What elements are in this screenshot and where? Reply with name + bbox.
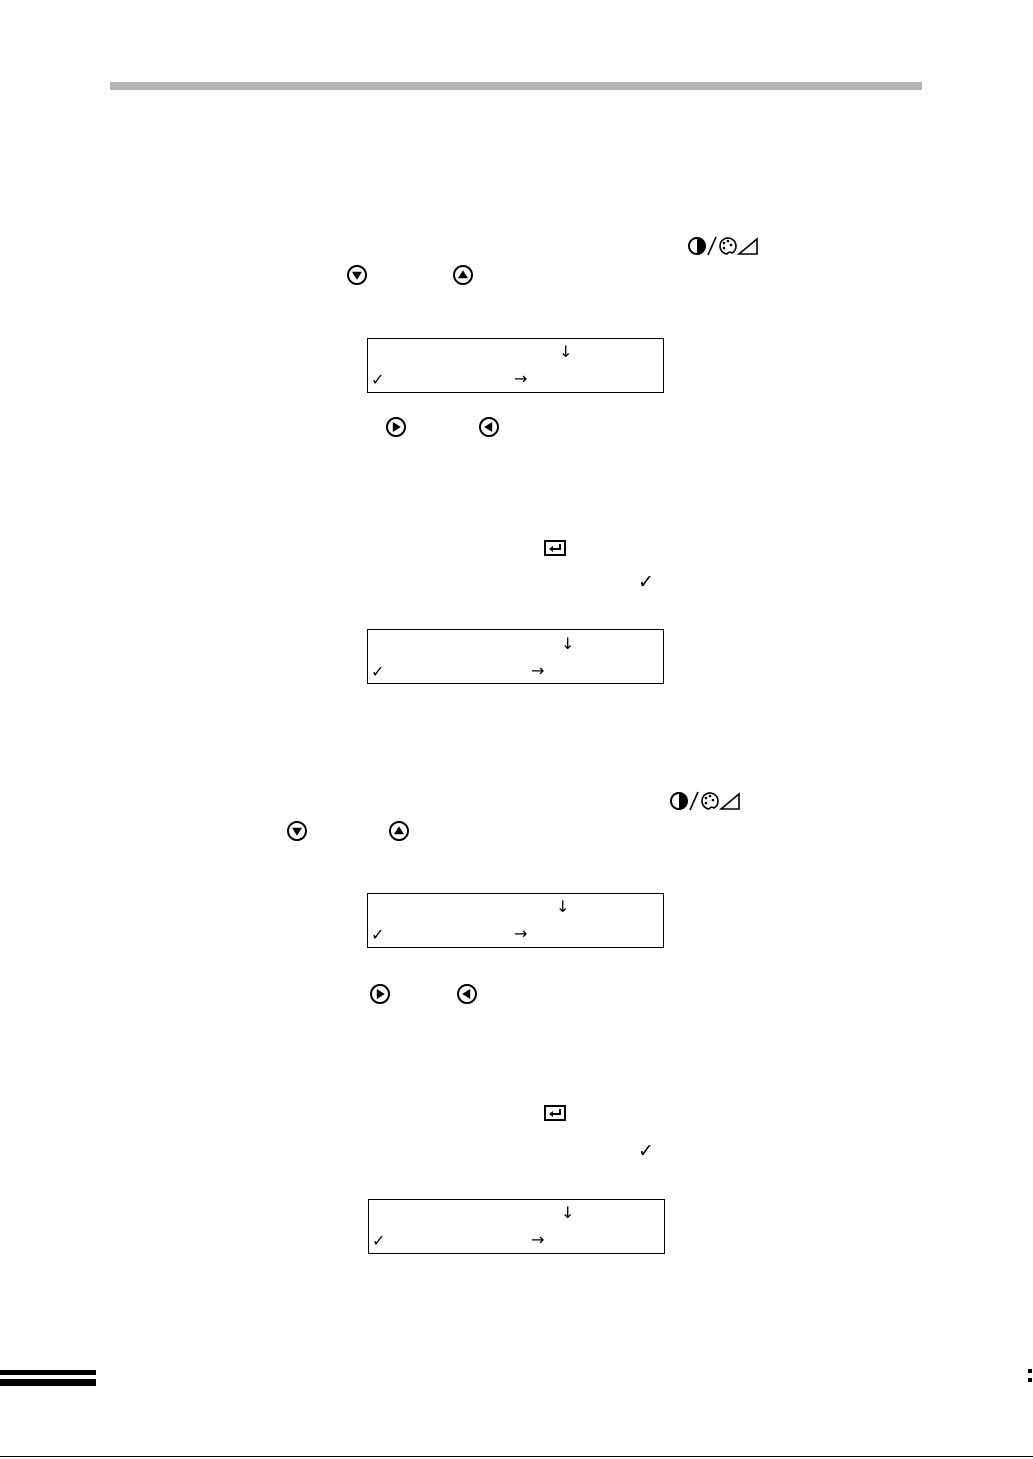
lcd-display-4 [368, 1199, 665, 1254]
lcd-check-mark: ✓ [371, 370, 385, 389]
lcd-check-mark: ✓ [371, 925, 385, 944]
lcd-down-arrow: ↓ [561, 634, 575, 653]
lcd-right-arrow: → [514, 369, 528, 388]
page-bottom-rule [0, 1456, 1033, 1457]
lcd-down-arrow: ↓ [556, 897, 570, 916]
header-rule [110, 82, 922, 90]
enter-key-icon [544, 540, 566, 556]
contrast-color-sharpness-icon [669, 790, 753, 812]
lcd-display-3 [367, 893, 664, 948]
check-mark-icon: ✓ [638, 571, 654, 593]
down-arrow-button-icon [287, 821, 307, 841]
lcd-display-2 [367, 629, 664, 684]
lcd-right-arrow: → [531, 661, 545, 680]
lcd-down-arrow: ↓ [559, 342, 573, 361]
lcd-check-mark: ✓ [372, 1231, 386, 1250]
left-arrow-button-icon [457, 984, 477, 1004]
footer-bar-thick [0, 1379, 96, 1386]
lcd-display-1 [367, 338, 664, 393]
left-arrow-button-icon [479, 417, 499, 437]
edge-marker [1028, 1369, 1032, 1387]
up-arrow-button-icon [389, 821, 409, 841]
right-arrow-button-icon [370, 984, 390, 1004]
up-arrow-button-icon [453, 265, 473, 285]
footer-bar-thin [0, 1370, 96, 1375]
lcd-check-mark: ✓ [371, 662, 385, 681]
lcd-right-arrow: → [531, 1230, 545, 1249]
enter-key-icon [544, 1105, 566, 1121]
lcd-down-arrow: ↓ [561, 1203, 575, 1222]
right-arrow-button-icon [386, 417, 406, 437]
check-mark-icon: ✓ [638, 1140, 654, 1162]
lcd-right-arrow: → [514, 924, 528, 943]
contrast-color-sharpness-icon [687, 235, 771, 257]
down-arrow-button-icon [347, 265, 367, 285]
